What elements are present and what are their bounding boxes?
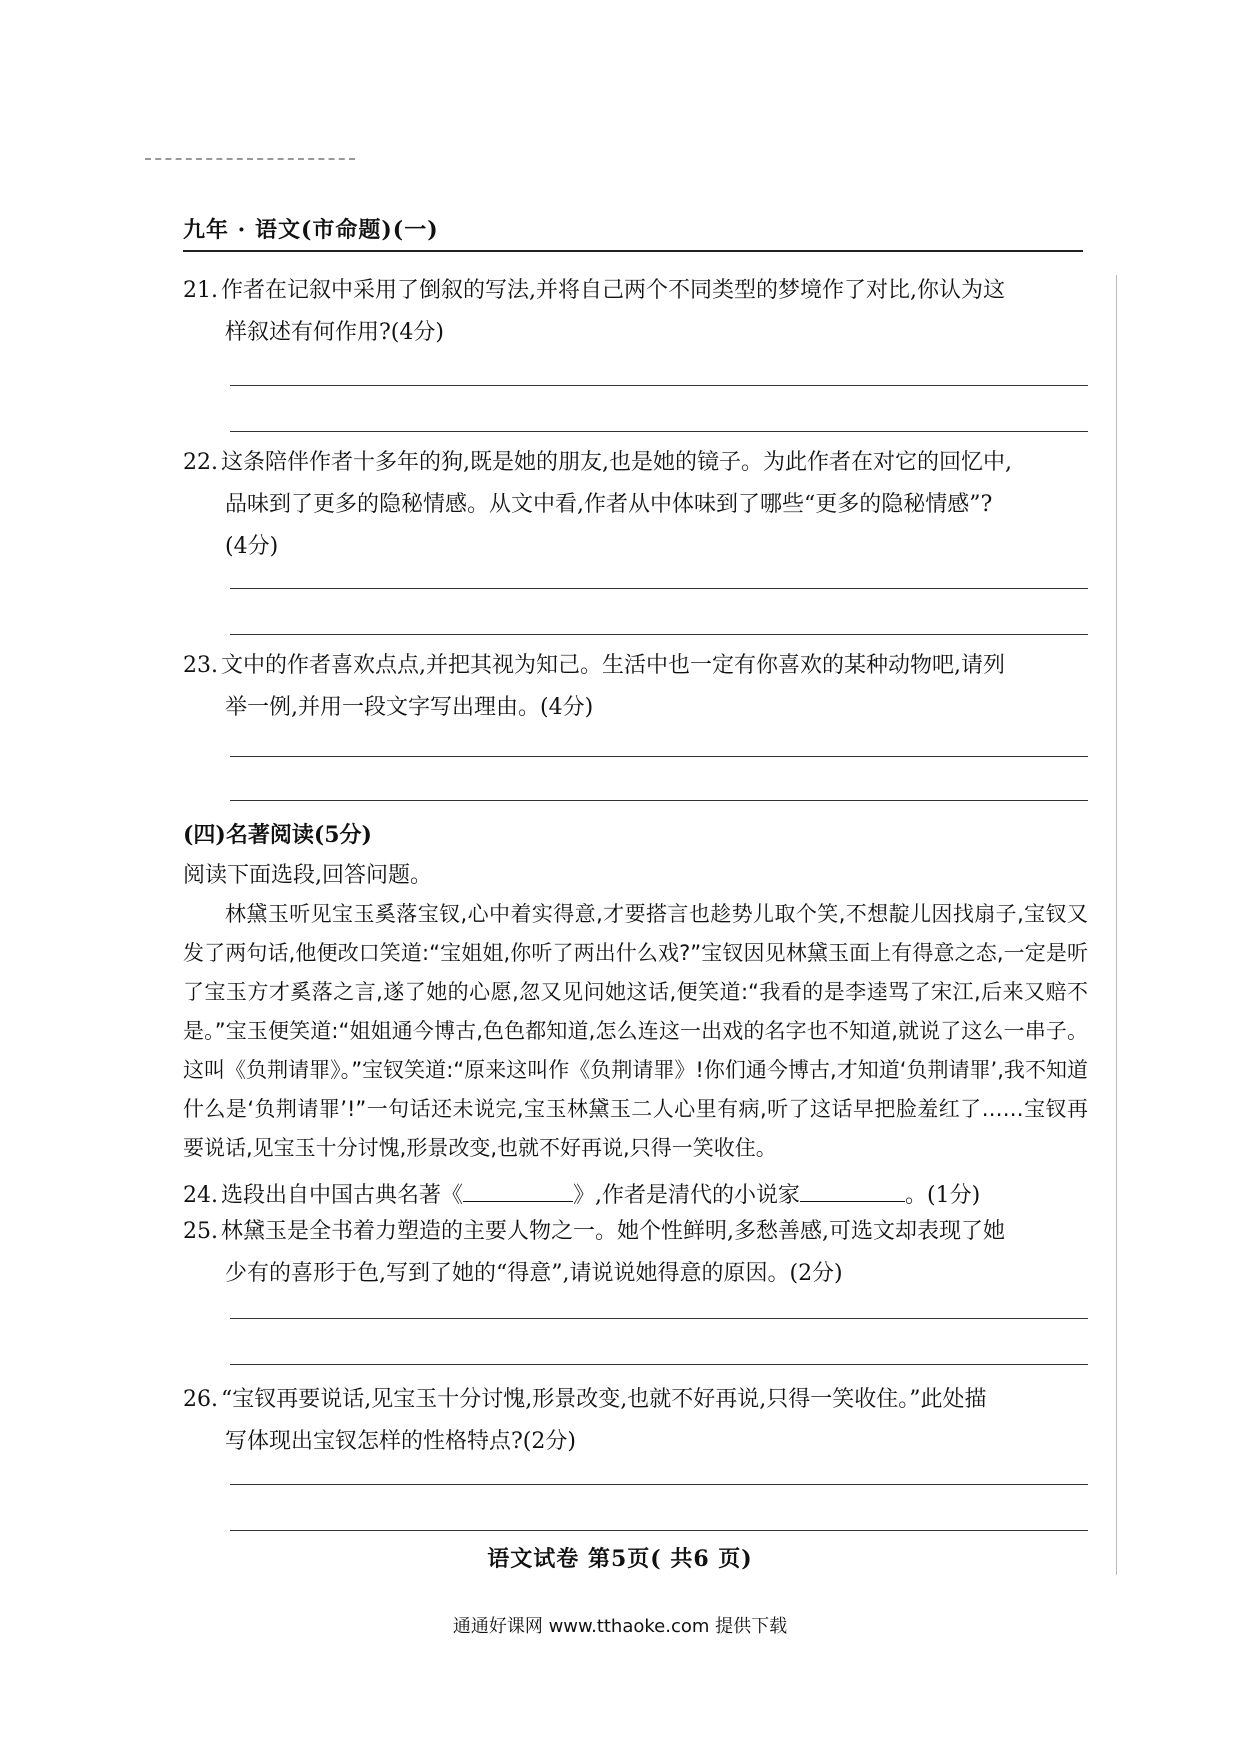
question-number: 25. [183, 1219, 218, 1244]
answer-line[interactable] [230, 588, 1088, 589]
answer-line[interactable] [230, 756, 1088, 757]
question-number: 23. [183, 653, 218, 678]
reading-passage: 林黛玉听见宝玉奚落宝钗,心中着实得意,才要搭言也趁势儿取个笑,不想靛儿因找扇子,宝钗又发了两句话,他便改口笑道:“宝姐姐,你听了两出什么戏?”宝钗因见林黛玉面上有得意之态,一定是听了宝玉方才奚落之言,遂了她的心愿,忽又见问她这话,便笑道:“我看的是李逵骂了宋江,后来又赔不是。”宝玉便笑道:“姐姐通今博古,色色都知道,怎么连这一出戏的名字也不知道,就说了这么一串子。这叫《负荆请罪》。”宝钗笑道:“原来这叫作《负荆请罪》!你们通今博古,才知道‘负荆请罪’,我不知道什么是‘负荆请罪’!”一句话还未说完,宝玉林黛玉二人心里有病,听了这话早把脸羞红了……宝钗再要说话,见宝玉十分讨愧,形景改变,也就不好再说,只得一笑收住。 [183, 902, 1088, 1160]
answer-line[interactable] [230, 431, 1088, 432]
book-title-blank[interactable] [463, 1181, 573, 1202]
answer-line[interactable] [230, 1364, 1088, 1365]
download-credit: 通通好课网 www.tthaoke.com 提供下载 [452, 1616, 788, 1637]
question-21 [183, 270, 1083, 354]
question-number: 22. [183, 450, 218, 475]
section-title: (四)名著阅读(5分) [183, 822, 372, 848]
question-text: 少有的喜形于色,写到了她的“得意”,请说说她得意的原因。(2分) [225, 1261, 843, 1286]
question-text: 这条陪伴作者十多年的狗,既是她的朋友,也是她的镜子。为此作者在对它的回忆中, [221, 450, 1012, 475]
question-text: 文中的作者喜欢点点,并把其视为知己。生活中也一定有你喜欢的某种动物吧,请列 [221, 653, 1005, 678]
scan-artifact-line [145, 158, 355, 160]
answer-line[interactable] [230, 1530, 1088, 1531]
author-blank[interactable] [800, 1181, 905, 1202]
page-footer: 语文试卷 第5页( 共6 页) [487, 1546, 753, 1572]
question-text: “宝钗再要说话,见宝玉十分讨愧,形景改变,也就不好再说,只得一笑收住。”此处描 [221, 1387, 987, 1412]
answer-line[interactable] [230, 1484, 1088, 1485]
question-number: 21. [183, 278, 218, 303]
question-25 [183, 1211, 1083, 1295]
question-text: 举一例,并用一段文字写出理由。(4分) [225, 695, 594, 720]
question-text: 选段出自中国古典名著《 [221, 1183, 464, 1208]
answer-line[interactable] [230, 1318, 1088, 1319]
question-text: 写体现出宝钗怎样的性格特点?(2分) [225, 1429, 576, 1454]
answer-line[interactable] [230, 800, 1088, 801]
answer-line[interactable] [230, 634, 1088, 635]
question-22 [183, 442, 1083, 568]
question-text: 品味到了更多的隐秘情感。从文中看,作者从中体味到了哪些“更多的隐秘情感”? [225, 492, 993, 517]
question-text: 作者在记叙中采用了倒叙的写法,并将自己两个不同类型的梦境作了对比,你认为这 [221, 278, 1005, 303]
answer-line[interactable] [230, 385, 1088, 386]
question-text: 林黛玉是全书着力塑造的主要人物之一。她个性鲜明,多愁善感,可选文却表现了她 [221, 1219, 1005, 1244]
section-instruction: 阅读下面选段,回答问题。 [183, 863, 432, 888]
question-26 [183, 1379, 1083, 1463]
question-text: 样叙述有何作用?(4分) [225, 320, 444, 345]
margin-line [1116, 275, 1117, 1575]
question-text: 》,作者是清代的小说家 [573, 1183, 801, 1208]
question-number: 24. [183, 1183, 218, 1208]
question-text: (4分) [225, 534, 279, 559]
header-divider [183, 250, 1083, 252]
question-23 [183, 645, 1083, 729]
question-text: 。(1分) [905, 1183, 981, 1208]
question-number: 26. [183, 1387, 218, 1412]
page-header-title: 九年 · 语文(市命题)(一) [183, 217, 439, 243]
